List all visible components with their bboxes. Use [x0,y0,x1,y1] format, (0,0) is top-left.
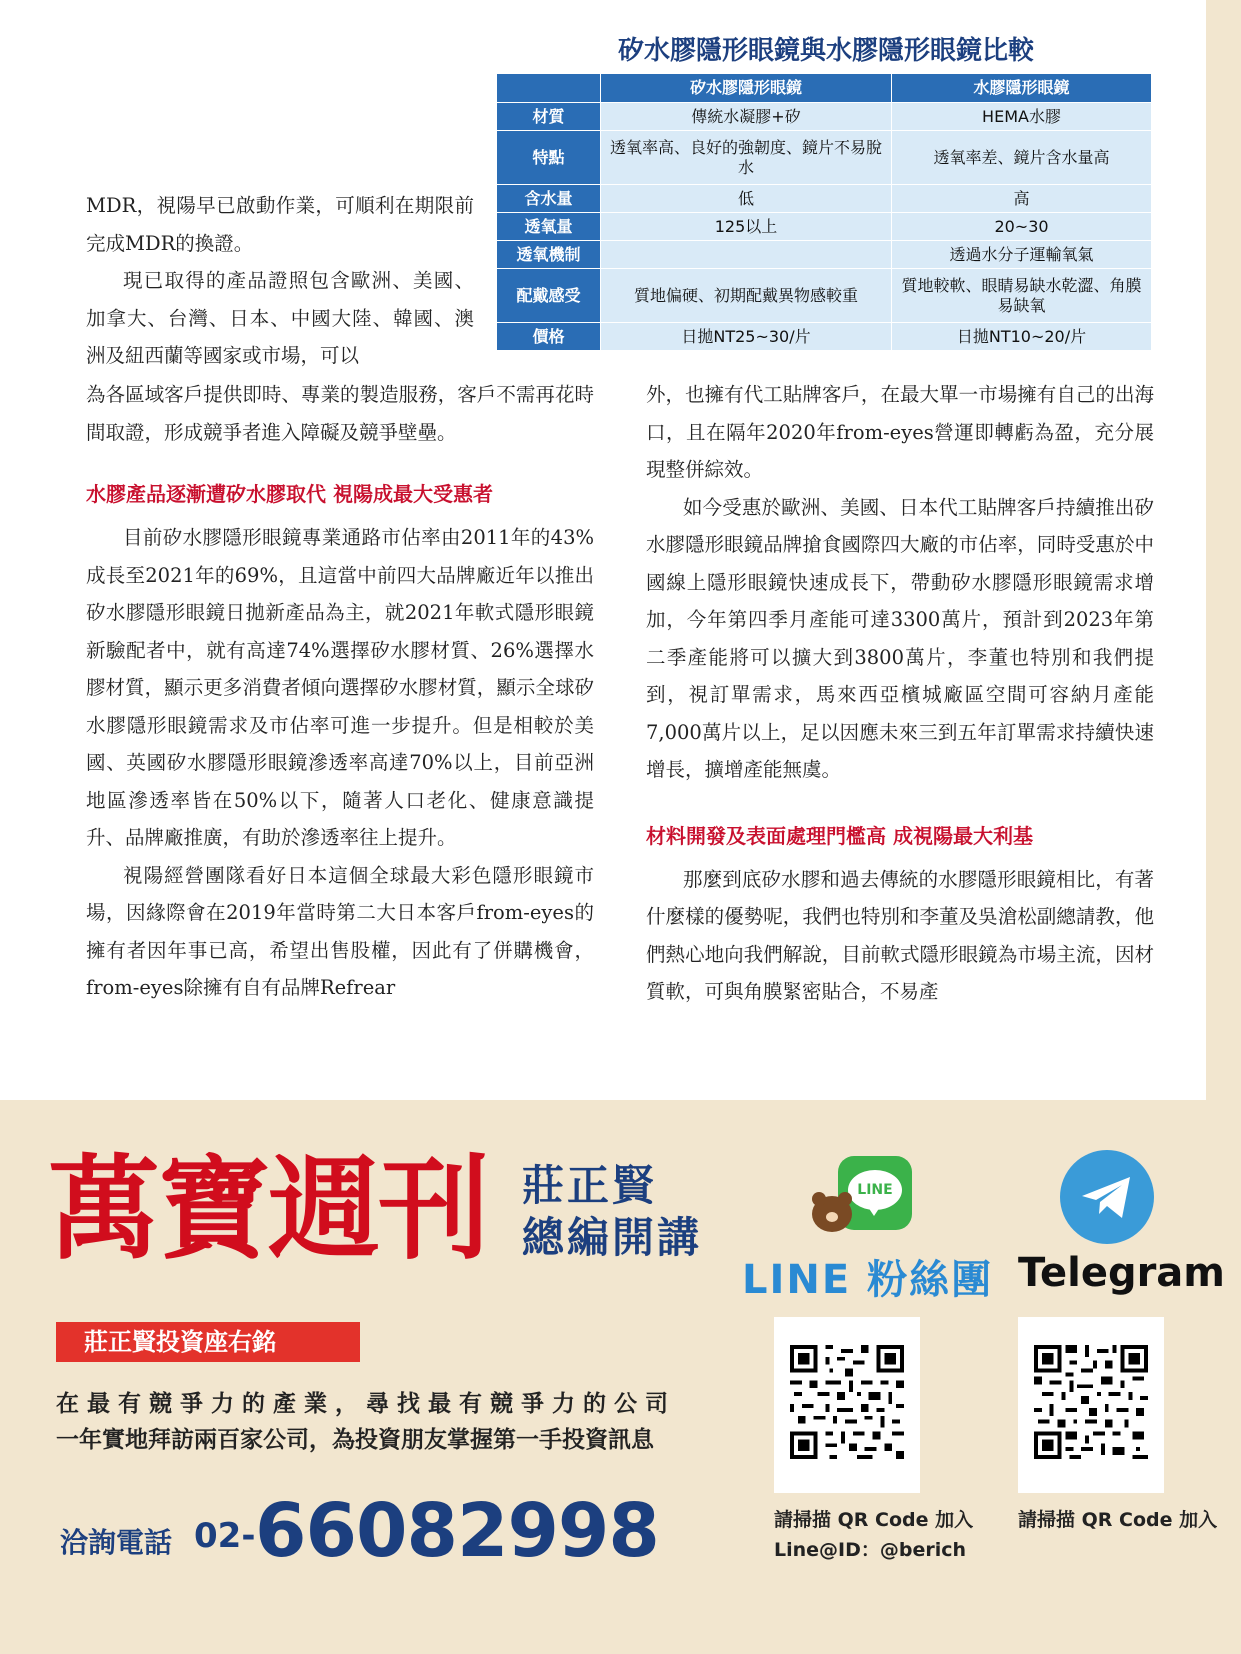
paragraph: 外，也擁有代工貼牌客戶，在最大單一市場擁有自己的出海口，且在隔年2020年from-eyes營運即轉虧為盈，充分展現整併綜效。 [646,383,1154,481]
qr-caption-text: 請掃描 QR Code 加入 [1018,1509,1218,1531]
phone-prefix: 02- [194,1516,256,1556]
article-left-top [86,187,474,375]
table-title: 矽水膠隱形眼鏡與水膠隱形眼鏡比較 [617,36,1034,66]
table-row [497,185,1152,213]
paragraph: 如今受惠於歐洲、美國、日本代工貼牌客戶持續推出矽水膠隱形眼鏡品牌搶食國際四大廠的市佔率，同時受惠於中國線上隱形眼鏡快速成長下，帶動矽水膠隱形眼鏡需求增加，今年第四季月產能可達3300萬片，預計到2023年第二季產能將可以擴大到3800萬片，李董也特別和我們提到，視訂單需求，馬來西亞檳城廠區空間可容納月產能7,000萬片以上，足以因應未來三到五年訂單需求持續快速增長，擴增產能無虞。 [646,495,1154,781]
section-heading: 材料開發及表面處理門檻高 成視陽最大利基 [646,823,1033,848]
motto-text [56,1386,676,1458]
paragraph: 為各區域客戶提供即時、專業的製造服務，客戶不需再花時間取證，形成競爭者進入障礙及競爭壁壘。 [86,383,594,444]
row-label: 材質 [497,103,601,131]
telegram-label[interactable]: Telegram [1018,1250,1225,1296]
table-row [497,103,1152,131]
article-right-column [646,376,1154,1011]
comparison-table [496,73,1152,351]
paragraph: 現已取得的產品證照包含歐洲、美國、加拿大、台灣、日本、中國大陸、韓國、澳洲及紐西蘭等國家或市場，可以 [86,269,474,367]
qr-caption-telegram [1018,1505,1217,1535]
right-edge-strip [1206,0,1241,1100]
cell-silicone: 低 [601,185,892,213]
table-row [497,269,1152,323]
cell-hydrogel: 透氧率差、鏡片含水量高 [892,131,1152,185]
motto-tag: 莊正賢投資座右銘 [56,1322,360,1362]
brand-logo-text: 萬寶週刊 [48,1145,488,1275]
col-header-hydrogel: 水膠隱形眼鏡 [892,74,1152,103]
cell-hydrogel: HEMA水膠 [892,103,1152,131]
phone-label: 洽詢電話 [60,1526,173,1559]
cell-silicone: 質地偏硬、初期配戴異物感較重 [601,269,892,323]
phone-number[interactable]: 66082998 [255,1488,659,1574]
row-label: 配戴感受 [497,269,601,323]
table-corner-cell [497,74,601,103]
line-id: Line@ID：@berich [774,1539,967,1561]
cell-silicone [601,241,892,269]
motto-line: 一年實地拜訪兩百家公司，為投資朋友掌握第一手投資訊息 [56,1427,654,1453]
editor-column-name: 總編開講 [522,1213,703,1262]
motto-line: 在最有競爭力的產業，尋找最有競爭力的公司 [56,1391,676,1417]
section-heading: 水膠產品逐漸遭矽水膠取代 視陽成最大受惠者 [86,482,493,506]
cell-silicone: 125以上 [601,213,892,241]
table-header-row [497,74,1152,103]
row-label: 特點 [497,131,601,185]
qr-caption-text: 請掃描 QR Code 加入 [774,1509,974,1531]
cell-silicone: 傳統水凝膠+矽 [601,103,892,131]
cell-silicone: 透氧率高、良好的強韌度、鏡片不易脫水 [601,131,892,185]
cell-hydrogel: 高 [892,185,1152,213]
cell-hydrogel: 日拋NT10~20/片 [892,323,1152,351]
paragraph: 目前矽水膠隱形眼鏡專業通路市佔率由2011年的43%成長至2021年的69%，且這當中前四大品牌廠近年以推出矽水膠隱形眼鏡日拋新產品為主，就2021年軟式隱形眼鏡新驗配者中，就有高達74%選擇矽水膠材質、26%選擇水膠材質，顯示更多消費者傾向選擇矽水膠材質，顯示全球矽水膠隱形眼鏡需求及市佔率可進一步提升。但是相較於美國、英國矽水膠隱形眼鏡滲透率高達70%以上，目前亞洲地區滲透率皆在50%以下，隨著人口老化、健康意識提升、品牌廠推廣，有助於滲透率往上提升。 [86,526,594,849]
row-label: 透氧機制 [497,241,601,269]
cell-hydrogel: 質地較軟、眼睛易缺水乾澀、角膜易缺氧 [892,269,1152,323]
paragraph: MDR，視陽早已啟動作業，可順利在期限前完成MDR的換證。 [86,194,474,255]
table-row [497,241,1152,269]
telegram-icon[interactable] [1060,1150,1154,1244]
qr-code-telegram[interactable] [1018,1317,1164,1493]
qr-caption-line [774,1505,973,1565]
editor-name: 莊正賢 [522,1161,658,1210]
paragraph: 那麼到底矽水膠和過去傳統的水膠隱形眼鏡相比，有著什麼樣的優勢呢，我們也特別和李董及吳滄松副總請教，他們熱心地向我們解說，目前軟式隱形眼鏡為市場主流，因材質軟，可與角膜緊密貼合，不易產 [646,867,1154,1003]
row-label: 價格 [497,323,601,351]
table-row [497,131,1152,185]
line-fan-group-label[interactable]: LINE 粉絲團 [742,1257,994,1303]
col-header-silicone: 矽水膠隱形眼鏡 [601,74,892,103]
brown-bear-icon [812,1196,852,1232]
article-left-column [86,376,594,1007]
row-label: 含水量 [497,185,601,213]
paragraph: 視陽經營團隊看好日本這個全球最大彩色隱形眼鏡市場，因緣際會在2019年當時第二大日本客戶from-eyes的擁有者因年事已高，希望出售股權，因此有了併購機會，from-eyes除擁有自有品牌Refrear [86,863,594,999]
table-row [497,323,1152,351]
editor-title [522,1160,702,1264]
table-row [497,213,1152,241]
cell-silicone: 日拋NT25~30/片 [601,323,892,351]
cell-hydrogel: 透過水分子運輸氧氣 [892,241,1152,269]
qr-code-line[interactable] [774,1317,920,1493]
cell-hydrogel: 20~30 [892,213,1152,241]
row-label: 透氧量 [497,213,601,241]
line-badge-text: LINE [848,1170,902,1210]
line-bubble-tail [866,1204,882,1216]
